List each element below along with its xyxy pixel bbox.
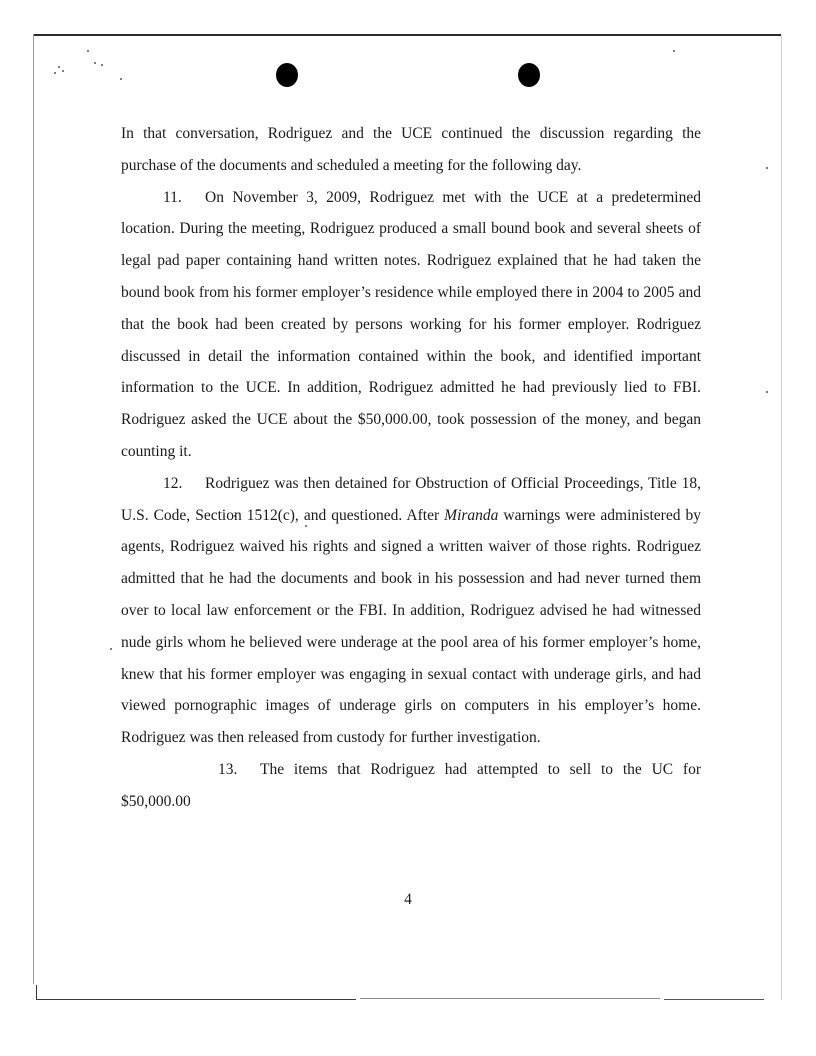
scan-speck bbox=[101, 64, 103, 66]
paragraph-text: The items that Rodriguez had attempted to sell to the UC for $50,000.00 bbox=[121, 760, 701, 810]
paragraph-number: 13. bbox=[218, 760, 238, 778]
scan-speck bbox=[54, 72, 56, 74]
document-body bbox=[121, 118, 701, 818]
paragraph-text: warnings were administered by agents, Rodriguez waived his rights and signed a written waiver of those rights. Rodriguez admitted that he had the documents and book in his possession and had never turned them over to local law enforcement or the FBI. In addition, Rodriguez advised he had witnessed nude girls whom he believed were underage at the pool area of his former employer’s home, knew that his former employer was engaging in sexual contact with underage girls, and had viewed pornographic images of underage girls on computers in his employer’s home. Rodriguez was then released from custody for further investigation. bbox=[121, 506, 701, 747]
paragraph-13 bbox=[121, 754, 701, 818]
scan-speck bbox=[94, 62, 96, 64]
scan-speck bbox=[87, 50, 89, 52]
paragraph-number: 12. bbox=[163, 474, 183, 492]
scan-edge-top bbox=[33, 34, 781, 36]
case-name-italic: Miranda bbox=[444, 506, 499, 524]
scan-edge-bottom bbox=[36, 999, 356, 1000]
scan-speck bbox=[673, 50, 675, 52]
paragraph-12 bbox=[121, 468, 701, 754]
paragraph-11 bbox=[121, 182, 701, 468]
paragraph-text: Rodriguez was then detained for Obstruction of Official Proceedings, Title 18, U.S. Code, Section 1512(c), and questioned. After bbox=[121, 474, 701, 524]
scan-edge-bottom bbox=[360, 998, 660, 999]
scan-speck bbox=[766, 167, 768, 169]
scan-speck bbox=[120, 78, 122, 80]
scan-edge-left bbox=[33, 34, 34, 984]
paragraph-number: 11. bbox=[163, 188, 182, 206]
page-number: 4 bbox=[404, 891, 412, 908]
paragraph-text: On November 3, 2009, Rodriguez met with the UCE at a predetermined location. During the meeting, Rodriguez produced a small bound book and several sheets of legal pad paper containing hand written notes. Rodriguez explained that he had taken the bound book from his former employer’s residence while employed there in 2004 to 2005 and that the book had been created by persons working for his former employer. Rodriguez discussed in detail the information contained within the book, and identified important information to the UCE. In addition, Rodriguez admitted he had previously lied to FBI. Rodriguez asked the UCE about the $50,000.00, took possession of the money, and began counting it. bbox=[121, 188, 701, 460]
paragraph-continuation bbox=[121, 118, 701, 182]
scan-speck bbox=[62, 70, 64, 72]
scan-edge-right bbox=[781, 35, 782, 1000]
scan-speck bbox=[58, 66, 60, 68]
scan-speck bbox=[766, 391, 768, 393]
punch-hole-left bbox=[276, 63, 298, 87]
scan-edge-corner bbox=[36, 985, 37, 1000]
scan-speck bbox=[110, 648, 112, 650]
scan-edge-bottom bbox=[664, 999, 764, 1000]
punch-hole-right bbox=[518, 63, 540, 87]
paragraph-text: In that conversation, Rodriguez and the UCE continued the discussion regarding the purchase of the documents and scheduled a meeting for the following day. bbox=[121, 125, 701, 174]
